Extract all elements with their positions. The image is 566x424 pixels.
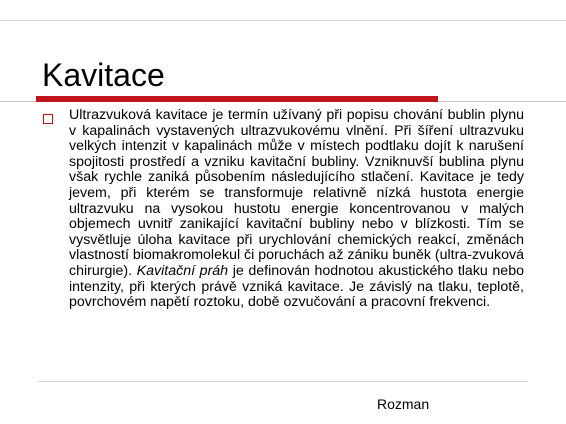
square-bullet-icon [43, 114, 53, 124]
paragraph-italic-term: Kavitační práh [136, 262, 229, 279]
body-paragraph [69, 108, 524, 311]
slide-title: Kavitace [42, 57, 165, 93]
paragraph-text-part1: Ultrazvuková kavitace je termín užívaný při popisu chování bublin plynu v kapalinách vystavených ultrazvukovému vlnění. Při šíření ultrazvuku velkých intenzit v kapalinách může v místech podtlaku dojít k narušení spojitosti prostředí a vzniku kavitační bubliny. Vzniknuvší bublina plynu však rychle zaniká působením následujícího stlačení. Kavitace je tedy jevem, při kterém se transformuje relativně nízká hustota energie ultrazvuku na vysokou hustotu energie koncentrovanou v malých objemech uvnitř zanikající kavitační bubliny nebo v blízkosti. Tím se vysvětluje úloha kavitace při urychlování chemických reakcí, změnách vlastností biomakromolekul či poruchách až zániku buněk (ultra-zvuková chirurgie). [69, 107, 525, 279]
top-divider [0, 20, 566, 21]
footer-divider [38, 381, 528, 382]
paragraph-text-part2: je definován hodnotou akustického tlaku nebo intenzity, při kterých právě vzniká kavitace. Je závislý na tlaku, teplotě, povrchovém napětí roztoku, době ozvučování a pracovní frekvenci. [69, 262, 524, 311]
title-accent-bar [36, 96, 438, 102]
footer-author: Rozman [377, 396, 430, 412]
